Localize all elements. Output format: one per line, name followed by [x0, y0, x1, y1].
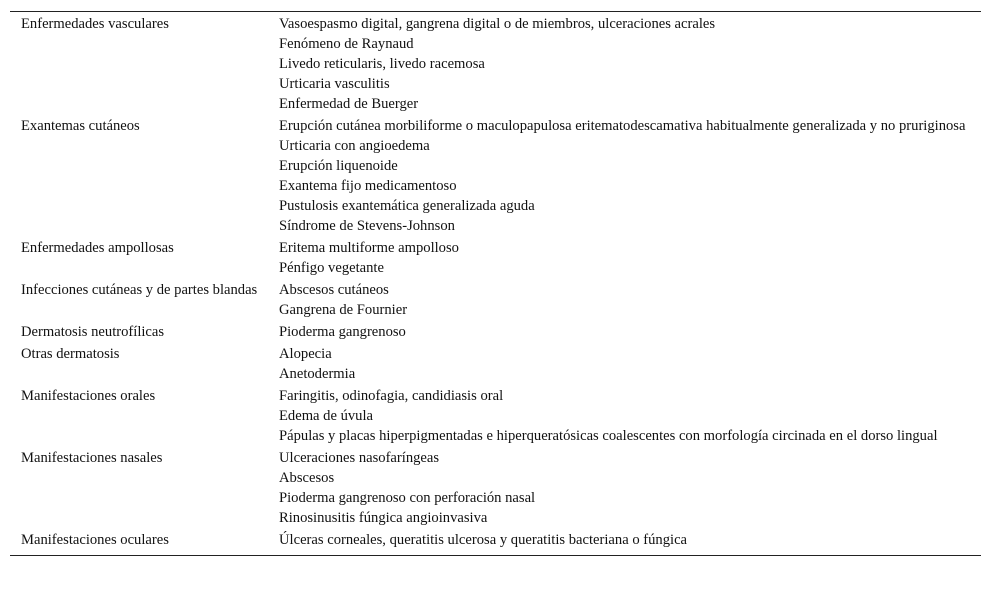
row-items [279, 280, 981, 320]
row-item: Pustulosis exantemática generalizada aguda [279, 198, 535, 214]
row-item: Pápulas y placas hiperpigmentadas e hiperqueratósicas coalescentes con morfología circinada en el dorso lingual [279, 428, 938, 444]
row-item: Eritema multiforme ampolloso [279, 240, 459, 256]
row-item: Pioderma gangrenoso con perforación nasal [279, 490, 536, 506]
row-category: Manifestaciones oculares [21, 532, 169, 548]
row-items [279, 14, 981, 114]
row-item: Rinosinusitis fúngica angioinvasiva [279, 510, 488, 526]
row-category: Manifestaciones nasales [21, 450, 163, 466]
row-item: Urticaria con angioedema [279, 138, 430, 154]
row-items [279, 386, 981, 446]
row-items [279, 448, 981, 528]
row-items [279, 238, 981, 278]
row-item: Pioderma gangrenoso [279, 324, 406, 340]
row-category: Enfermedades ampollosas [21, 240, 174, 256]
table-row [10, 238, 981, 280]
row-item: Síndrome de Stevens-Johnson [279, 218, 455, 234]
row-category: Infecciones cutáneas y de partes blandas [21, 282, 258, 298]
row-item: Urticaria vasculitis [279, 76, 390, 92]
manifestations-table [10, 11, 981, 556]
row-item: Erupción cutánea morbiliforme o maculopapulosa eritematodescamativa habitualmente generalizada y no pruriginosa [279, 118, 966, 134]
row-category: Dermatosis neutrofílicas [21, 324, 165, 340]
row-item: Erupción liquenoide [279, 158, 398, 174]
row-items [279, 344, 981, 384]
table-body [10, 14, 981, 552]
row-item: Gangrena de Fournier [279, 302, 408, 318]
row-item: Anetodermia [279, 366, 356, 382]
row-item: Faringitis, odinofagia, candidiasis oral [279, 388, 504, 404]
table-row [10, 386, 981, 448]
row-category: Manifestaciones orales [21, 388, 156, 404]
table-row [10, 116, 981, 238]
row-item: Vasoespasmo digital, gangrena digital o de miembros, ulceraciones acrales [279, 16, 716, 32]
table-row [10, 322, 981, 344]
row-item: Enfermedad de Buerger [279, 96, 419, 112]
row-category: Exantemas cutáneos [21, 118, 140, 134]
row-item: Livedo reticularis, livedo racemosa [279, 56, 485, 72]
table-row [10, 344, 981, 386]
table-row [10, 448, 981, 530]
table-row [10, 14, 981, 116]
row-category: Enfermedades vasculares [21, 16, 169, 32]
row-item: Abscesos [279, 470, 335, 486]
row-category: Otras dermatosis [21, 346, 120, 362]
row-item: Edema de úvula [279, 408, 374, 424]
row-item: Alopecia [279, 346, 332, 362]
row-items [279, 116, 981, 236]
row-item: Pénfigo vegetante [279, 260, 384, 276]
row-item: Exantema fijo medicamentoso [279, 178, 457, 194]
row-items [279, 530, 981, 550]
row-item: Úlceras corneales, queratitis ulcerosa y queratitis bacteriana o fúngica [279, 532, 688, 548]
table-row [10, 530, 981, 552]
row-item: Abscesos cutáneos [279, 282, 389, 298]
row-item: Ulceraciones nasofaríngeas [279, 450, 440, 466]
table-row [10, 280, 981, 322]
row-items [279, 322, 981, 342]
row-item: Fenómeno de Raynaud [279, 36, 414, 52]
